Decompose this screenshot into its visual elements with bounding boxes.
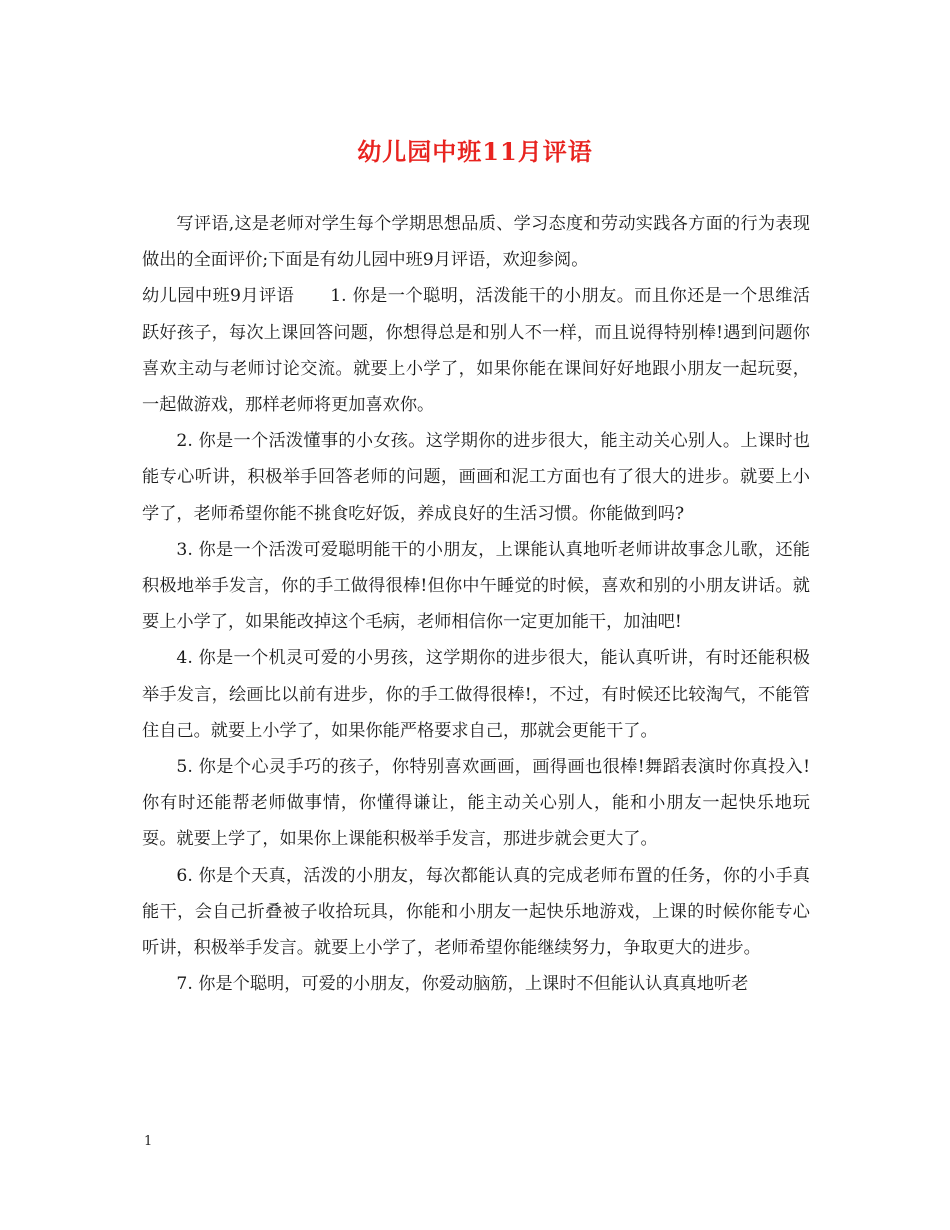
section-heading: 幼儿园中班9月评语 <box>142 286 295 307</box>
comment-text-1: 1. 你是一个聪明，活泼能干的小朋友。而且你还是一个思维活跃好孩子，每次上课回答问题，你想得总是和别人不一样，而且说得特别棒!遇到问题你喜欢主动与老师讨论交流。就要上小学了，如果你能在课间好好地跟小朋友一起玩耍，一起做游戏，那样老师将更加喜欢你。 <box>142 286 810 416</box>
document-body <box>142 206 810 1002</box>
comment-item-7: 7. 你是个聪明，可爱的小朋友，你爱动脑筋，上课时不但能认认真真地听老 <box>176 974 749 995</box>
comment-item-6: 6. 你是个天真，活泼的小朋友，每次都能认真的完成老师布置的任务，你的小手真能干，会自己折叠被子收拾玩具，你能和小朋友一起快乐地游戏，上课的时候你能专心听讲，积极举手发言。就要上小学了，老师希望你能继续努力，争取更大的进步。 <box>142 865 810 959</box>
comment-item-1 <box>142 278 810 423</box>
document-title: 幼儿园中班11月评语 <box>357 137 593 166</box>
comment-item-4: 4. 你是一个机灵可爱的小男孩，这学期你的进步很大，能认真听讲，有时还能积极举手发言，绘画比以前有进步，你的手工做得很棒!，不过，有时候还比较淘气，不能管住自己。就要上小学了，如果你能严格要求自己，那就会更能干了。 <box>142 648 810 741</box>
page-number: 1 <box>144 1134 153 1149</box>
comment-item-3: 3. 你是一个活泼可爱聪明能干的小朋友，上课能认真地听老师讲故事念儿歌，还能积极地举手发言，你的手工做得很棒!但你中午睡觉的时候，喜欢和别的小朋友讲话。就要上小学了，如果能改掉这个毛病，老师相信你一定更加能干，加油吧! <box>142 539 810 633</box>
intro-paragraph: 写评语,这是老师对学生每个学期思想品质、学习态度和劳动实践各方面的行为表现做出的全面评价;下面是有幼儿园中班9月评语，欢迎参阅。 <box>142 214 810 271</box>
comment-item-5: 5. 你是个心灵手巧的孩子，你特别喜欢画画，画得画也很棒!舞蹈表演时你真投入!你有时还能帮老师做事情，你懂得谦让，能主动关心别人，能和小朋友一起快乐地玩耍。就要上学了，如果你上课能积极举手发言，那进步就会更大了。 <box>142 757 810 850</box>
comment-item-2: 2. 你是一个活泼懂事的小女孩。这学期你的进步很大，能主动关心别人。上课时也能专心听讲，积极举手回答老师的问题，画画和泥工方面也有了很大的进步。就要上小学了，老师希望你能不挑食吃好饭，养成良好的生活习惯。你能做到吗? <box>142 431 810 524</box>
